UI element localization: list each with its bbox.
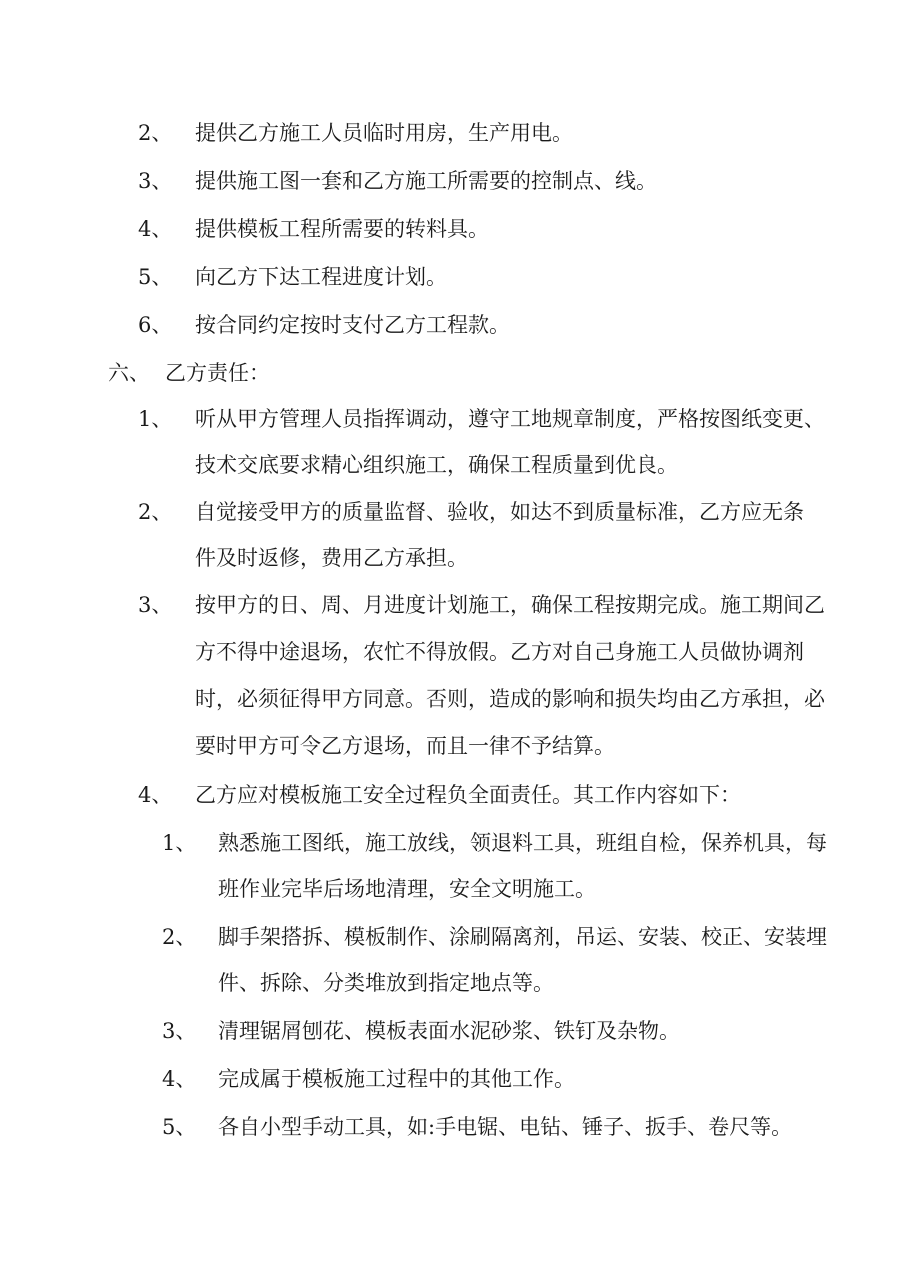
list-item-number: 6、 [138,313,173,337]
list-item-number: 4、 [138,783,173,807]
sub-item-text: 脚手架搭拆、模板制作、涂刷隔离剂，吊运、安装、校正、安装埋 [218,925,827,949]
list-item-text: 提供施工图一套和乙方施工所需要的控制点、线。 [195,169,657,193]
sub-item-text: 班作业完毕后场地清理，安全文明施工。 [218,877,596,901]
sub-item-text: 各自小型手动工具，如:手电锯、电钻、锤子、扳手、卷尺等。 [218,1115,793,1139]
list-item-text: 要时甲方可令乙方退场，而且一律不予结算。 [195,734,615,758]
list-item-text: 提供乙方施工人员临时用房，生产用电。 [195,121,573,145]
sub-item-number: 5、 [162,1115,197,1139]
list-item-number: 2、 [138,121,173,145]
sub-item-text: 件、拆除、分类堆放到指定地点等。 [218,971,554,995]
sub-item-text: 熟悉施工图纸，施工放线，领退料工具，班组自检，保养机具，每 [218,831,827,855]
sub-item-number: 4、 [162,1067,197,1091]
sub-item-text: 完成属于模板施工过程中的其他工作。 [218,1067,575,1091]
section-number: 六、 [108,361,150,385]
list-item-text: 件及时返修，费用乙方承担。 [195,546,468,570]
list-item-text: 听从甲方管理人员指挥调动，遵守工地规章制度，严格按图纸变更、 [195,407,825,431]
list-item-text: 向乙方下达工程进度计划。 [195,265,447,289]
list-item-number: 2、 [138,500,173,524]
sub-item-number: 3、 [162,1019,197,1043]
sub-item-number: 1、 [162,831,197,855]
list-item-text: 技术交底要求精心组织施工，确保工程质量到优良。 [195,453,678,477]
sub-item-text: 清理锯屑刨花、模板表面水泥砂浆、铁钉及杂物。 [218,1019,680,1043]
list-item-number: 5、 [138,265,173,289]
list-item-text: 乙方应对模板施工安全过程负全面责任。其工作内容如下： [195,783,741,807]
list-item-text: 时，必须征得甲方同意。否则，造成的影响和损失均由乙方承担，必 [195,687,825,711]
section-title: 乙方责任： [165,361,270,385]
sub-item-number: 2、 [162,925,197,949]
list-item-text: 方不得中途退场，农忙不得放假。乙方对自己身施工人员做协调剂 [195,640,804,664]
list-item-text: 按合同约定按时支付乙方工程款。 [195,313,510,337]
list-item-number: 3、 [138,593,173,617]
list-item-text: 按甲方的日、周、月进度计划施工，确保工程按期完成。施工期间乙 [195,593,825,617]
list-item-number: 3、 [138,169,173,193]
list-item-number: 1、 [138,407,173,431]
list-item-number: 4、 [138,217,173,241]
list-item-text: 自觉接受甲方的质量监督、验收，如达不到质量标准，乙方应无条 [195,500,804,524]
list-item-text: 提供模板工程所需要的转料具。 [195,217,489,241]
